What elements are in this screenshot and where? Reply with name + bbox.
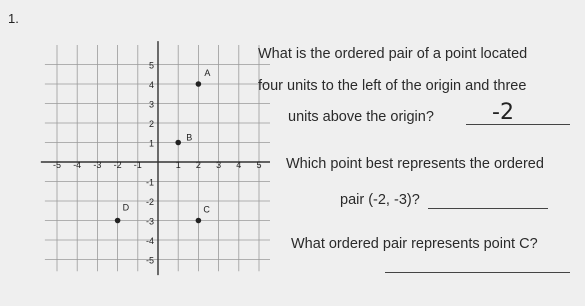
point-c — [196, 218, 202, 224]
y-tick-label: -5 — [145, 255, 154, 266]
y-tick-label: 2 — [148, 119, 154, 129]
point-label-b: B — [186, 132, 193, 143]
point-label-c: C — [203, 204, 210, 215]
y-tick-label: -2 — [145, 197, 154, 207]
answer-blank-3[interactable] — [385, 272, 570, 273]
question-number: 1. — [8, 11, 19, 26]
x-tick-label: 5 — [256, 160, 262, 170]
x-tick-label: 1 — [175, 160, 181, 170]
question-1-line-1: What is the ordered pair of a point located — [258, 46, 528, 62]
x-tick-label: 4 — [236, 160, 242, 170]
point-label-d: D — [122, 202, 130, 213]
y-tick-label: -3 — [145, 216, 154, 227]
point-a — [196, 81, 202, 87]
x-tick-label: 2 — [195, 160, 201, 170]
coordinate-grid — [0, 0, 270, 306]
question-3-line-1: What ordered pair represents point C? — [291, 236, 538, 252]
point-label-a: A — [204, 68, 211, 78]
point-d — [115, 218, 121, 224]
x-tick-label: -1 — [133, 160, 142, 170]
x-tick-label: -4 — [73, 160, 82, 170]
answer-blank-2[interactable] — [428, 208, 548, 209]
question-1-line-2: four units to the left of the origin and three — [258, 78, 527, 94]
y-tick-label: -4 — [145, 236, 154, 246]
question-2-line-1: Which point best represents the ordered — [286, 156, 544, 172]
x-tick-label: 3 — [216, 160, 222, 170]
point-b — [175, 140, 181, 146]
answer-blank-1[interactable] — [466, 124, 570, 125]
x-tick-label: -5 — [52, 160, 62, 170]
question-2-line-2: pair (-2, -3)? — [340, 192, 420, 208]
y-tick-label: 1 — [148, 138, 154, 149]
question-1-line-3: units above the origin? — [288, 109, 434, 125]
x-tick-label: -2 — [113, 160, 122, 170]
handwritten-answer: -2 — [492, 100, 514, 125]
y-tick-label: 3 — [148, 99, 154, 110]
y-tick-label: 5 — [148, 60, 154, 71]
y-tick-label: -1 — [145, 177, 154, 188]
x-tick-label: -3 — [93, 160, 102, 170]
y-tick-label: 4 — [148, 80, 154, 90]
